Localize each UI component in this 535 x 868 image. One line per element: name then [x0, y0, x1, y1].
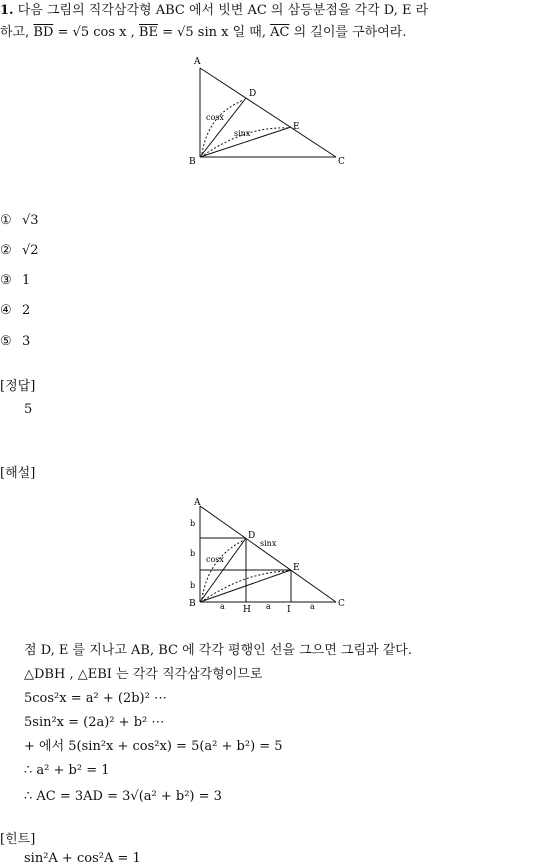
label-sin: sinx	[234, 129, 251, 138]
label-b-bottom: b	[190, 581, 196, 590]
label-a-left: a	[220, 602, 225, 611]
be-equation: = √5 sin x 일 때,	[162, 25, 266, 40]
hint-line: sin²A + cos²A = 1	[24, 851, 141, 866]
solution-line-6: ∴ a² + b² = 1	[24, 763, 110, 778]
choice-1[interactable]: ① √3	[0, 213, 39, 228]
solution-line-2: △DBH , △EBI 는 각각 직각삼각형이므로	[24, 667, 263, 682]
bd-equation: = √5 cos x ,	[57, 25, 135, 40]
question-line-1	[0, 2, 535, 20]
label-b-mid: b	[190, 549, 196, 558]
segment-ac: $\overline{AC}$	[270, 25, 290, 40]
solution-line-4: 5sin²x = (2a)² + b² ⋯	[24, 715, 165, 730]
label-b-top: b	[190, 519, 196, 528]
question-text-2-suffix: 의 길이를 구하여라.	[293, 25, 407, 40]
segment-be: $\overline{BE}$	[138, 25, 158, 40]
solution-line-7: ∴ AC = 3AD = 3√(a² + b²) = 3	[24, 789, 222, 804]
label-e: E	[293, 563, 300, 573]
choice-5[interactable]: ⑤ 3	[0, 334, 31, 349]
label-a-right: a	[310, 602, 315, 611]
label-a: A	[194, 498, 201, 508]
label-b: B	[189, 157, 196, 167]
choice-2[interactable]: ② √2	[0, 243, 39, 258]
label-cos: cosx	[206, 113, 224, 122]
hint-header: [힌트]	[0, 832, 36, 847]
label-cos: cosx	[206, 555, 224, 564]
solution-line-3: 5cos²x = a² + (2b)² ⋯	[24, 691, 167, 706]
segment-bd-line	[200, 98, 246, 157]
solution-header: [해설]	[0, 466, 36, 481]
question-text-2-prefix: 하고,	[0, 25, 30, 40]
label-sin: sinx	[260, 539, 277, 548]
label-a-mid: a	[266, 602, 271, 611]
question-line-2	[0, 24, 535, 42]
label-i: I	[287, 605, 291, 615]
triangle-figure	[186, 54, 354, 170]
choice-3[interactable]: ③ 1	[0, 273, 31, 288]
solution-line-5: + 에서 5(sin²x + cos²x) = 5(a² + b²) = 5	[24, 739, 283, 754]
label-c: C	[338, 157, 345, 167]
label-h: H	[243, 605, 251, 615]
choice-4[interactable]: ④ 2	[0, 303, 31, 318]
segment-bd: $\overline{BD}$	[33, 25, 54, 40]
solution-line-1: 점 D, E 를 지나고 AB, BC 에 각각 평행인 선을 그으면 그림과 같다.	[24, 643, 412, 658]
label-e: E	[293, 122, 300, 132]
answer-header: [정답]	[0, 379, 36, 394]
solution-figure	[186, 496, 354, 616]
question-text-1: 다음 그림의 직각삼각형 ABC 에서 빗변 AC 의 삼등분점을 각각 D, E 라	[17, 3, 429, 18]
hypotenuse-ac	[200, 506, 336, 602]
label-d: D	[248, 531, 256, 541]
label-d: D	[249, 89, 257, 99]
label-c: C	[338, 599, 345, 609]
label-a: A	[194, 57, 201, 67]
answer-value: 5	[24, 402, 33, 417]
question-number: 1.	[0, 3, 14, 18]
label-b: B	[189, 599, 196, 609]
